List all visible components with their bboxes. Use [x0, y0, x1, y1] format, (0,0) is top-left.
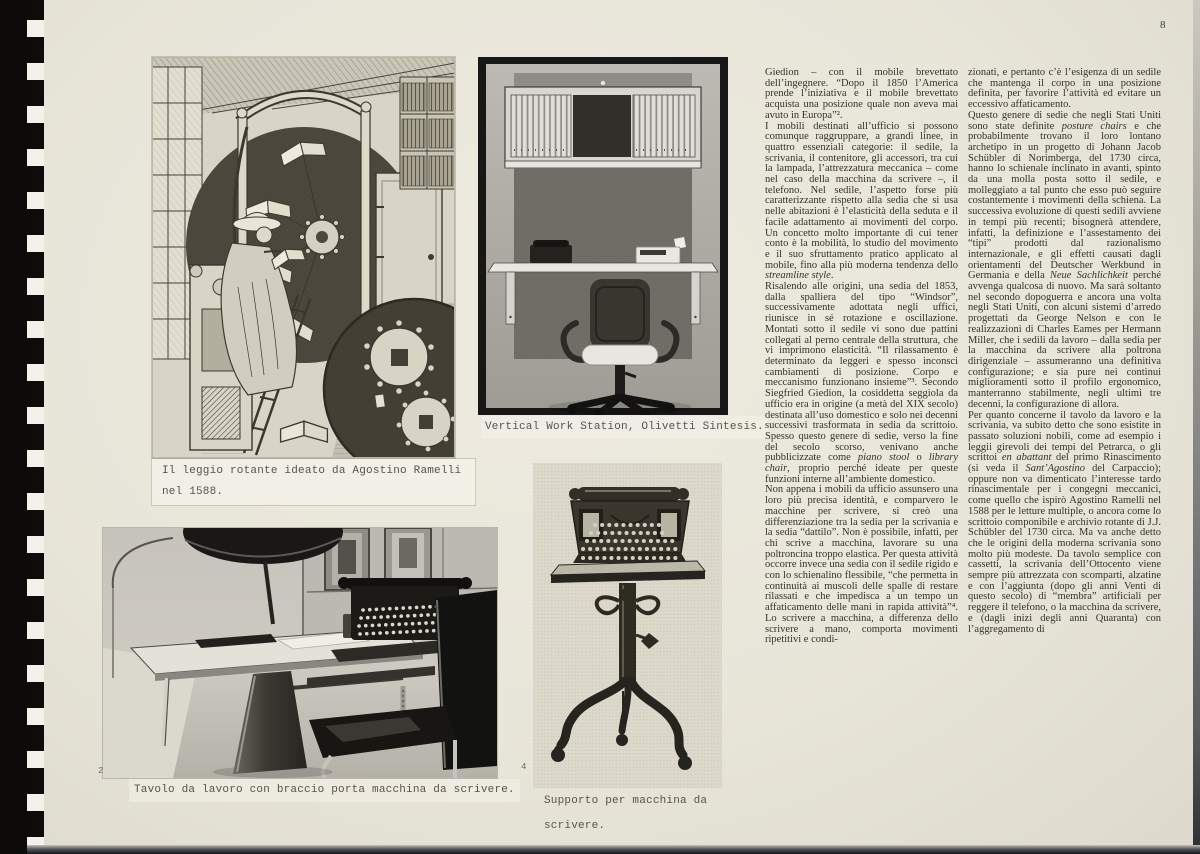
article-paragraph: Questo genere di sedie che negli Stati Uniti sono state definite posture chairs e che probabilmente trovano il loro lontano archetipo in un progetto di Johann Jacob Schübler di Norimberga, del 1730 circa, hanno lo schienale inclinato in avanti, spinto da una molla posta sotto il sedile, e molleggiato a tal punto che esso può seguire costantemente i movimenti della schiena. La successiva evoluzione di questi sedili avviene in tempi più recenti; bisognerà attendere, infatti, la definizione e l’assestamento dei “tipi” prodotti dal razionalismo internazionale, e gli effetti causati dagli orientamenti del Deutscher Werkbund in Germania e della Neue Sachlichkeit perché avvenga qualcosa di nuovo. Ma sarà soltanto nel secondo dopoguerra e ancora una volta negli Stati Uniti, con alcuni sistemi d’arredo progettati da George Nelson e con le realizzazioni di Charles Eames per Hermann Miller, che i sedili da lavoro – dalla sedia per la macchina da scrivere alla poltrona dirigenziale – assumeranno una definitiva configurazione; e sia pure nei continui miglioramenti sotto il profilo ergonomico, manterranno stabilmente, negli ultimi tre decenni, la configurazione di allora. [968, 109, 1161, 410]
article-paragraph: zionati, e pertanto c’è l’esigenza di un sedile che mantenga il corpo in una posizione definita, per favorire l’attività ed evitare un eccessivo affaticamento. [968, 67, 1161, 111]
comb-binding-teeth [27, 0, 44, 854]
page-bottom-edge [27, 845, 1200, 854]
typewriter-stand-photo [533, 463, 722, 788]
figure-number-4: 4 [521, 762, 527, 772]
article-paragraph: Non appena i mobili da ufficio assunsero una loro più precisa identità, e comparvero le macchine per scrivere, si creò una differenziazione tra la sedia per la scrivania e la sedia “dattilo”. Non è possibile, infatti, per chi scrive a macchina, lavorare su una poltroncina troppo elastica. Per questa attività occorre invece una sedia con il sedile rigido e con lo schienalino flessibile, “che permetta in continuità ai muscoli delle spalle di restare rilassati e che impedisca a un tempo un affaticamento delle mani in rapida attività”⁴. Lo scrivere a macchina, a differenza dello scrivere a mano, comporta movimenti ripetitivi e condi- [765, 484, 958, 646]
caption-supporto [544, 789, 707, 839]
caption-tavolo [129, 779, 520, 802]
caption-line: nel 1588. [162, 486, 224, 498]
page-right-edge [1193, 0, 1200, 854]
article-paragraph: I mobili destinati all’ufficio si possono comunque raggruppare, a grandi linee, in quattro essenziali categorie: il sedile, la scrivania, il contenitore, gli accessori, tra cui la lampada, l’attrezzatura meccanica – come nel caso della macchina da scrivere –, il telefono. Nel sedile, l’aspetto forse più caratterizzante rispetto alla sedia che si usa nelle abitazioni è l’elasticità della seduta e il facile adattamento ai movimenti del corpo. Un concetto molto importante di cui tener conto è la mobilità, lo studio del movimento e il suo sfruttamento pratico applicato al mobile, fino alla più moderna tendenza dello streamline style. [765, 120, 958, 282]
article-column-2 [968, 68, 1161, 635]
typewriter-stand-image [533, 463, 722, 788]
engraving-image [152, 57, 455, 458]
caption-ramelli [152, 459, 475, 505]
comb-binding-spine [0, 0, 27, 854]
figure-number-2: 2 [98, 766, 104, 776]
caption-line: Vertical Work Station, Olivetti Sintesis. [485, 421, 764, 433]
work-table-photo [103, 528, 497, 778]
caption-line: scrivere. [544, 820, 606, 832]
article-paragraph: Risalendo alle origini, una sedia del 1853, dalla spalliera del tipo “Windsor”, successivamente adottata negli uffici, riunisce in sé rotazione e oscillazione. Montati sotto il sedile vi sono due pattini collegati al perno centrale della struttura, che vi imprimono elasticità. “Il rilassamento è determinato da leggeri e spesso inconsci cambiamenti di posizione. Corpo e meccanismo funzionano insieme”³. Secondo Siegfried Giedion, la cosiddetta seggiola da ufficio era in origine (a metà del XIX secolo) destinata all’uso domestico e solo nei decenni successivi trasformata in sedia da scrittoio. Spesso questo genere di sedie, verso la fine del secolo scorso, venivano anche pubblicizzate come piano stool o library chair, proprio perché ideate per queste funzioni interne all’ambiente domestico. [765, 281, 959, 485]
caption-workstation [481, 416, 768, 439]
article-paragraph: Giedion – con il mobile brevettato dell’ingegnere. “Dopo il 1850 l’America prende l’iniziativa e il mobile brevettato acquista una posizione quale non aveva mai avuto in Europa”². [765, 67, 958, 121]
ramelli-bookwheel-engraving [152, 57, 455, 458]
olivetti-workstation-photo [478, 57, 728, 415]
article-paragraph: Per quanto concerne il tavolo da lavoro e la scrivania, va subito detto che sono esistite in passato soluzioni nobili, come ad esempio i leggii girevoli dei tempi del Petrarca, o gli scrittoi en abattant del primo Rinascimento (si veda il Sant’Agostino del Carpaccio); oppure non va dimenticato l’interesse tardo rinascimentale per i congegni meccanici, come quello che ispirò Agostino Ramelli nel 1588 per le letture multiple, o ancora come lo scrittoio componibile e archivio rotante di J.J. Schübler del 1730 circa. Ma va anche detto che le origini della moderna scrivania sono molto più modeste. Da tavolo semplice con cassetti, la scrivania dell’Ottocento viene sempre più attrezzata con scomparti, alzatine e con l’aggiunta (dopo gli anni Venti di questo secolo) di “membra” artificiali per reggere il telefono, o la macchina da scrivere, e (dagli inizi degli anni Quaranta) con l’aggregamento di [968, 409, 1161, 635]
caption-line: Tavolo da lavoro con braccio porta macchina da scrivere. [134, 784, 515, 796]
caption-line: Supporto per macchina da [544, 795, 708, 807]
caption-line: Il leggio rotante ideato da Agostino Ramelli [162, 465, 462, 477]
workstation-image [478, 57, 728, 415]
page-number: 8 [1160, 19, 1166, 31]
article-column-1 [765, 68, 958, 646]
work-table-image [103, 528, 497, 778]
